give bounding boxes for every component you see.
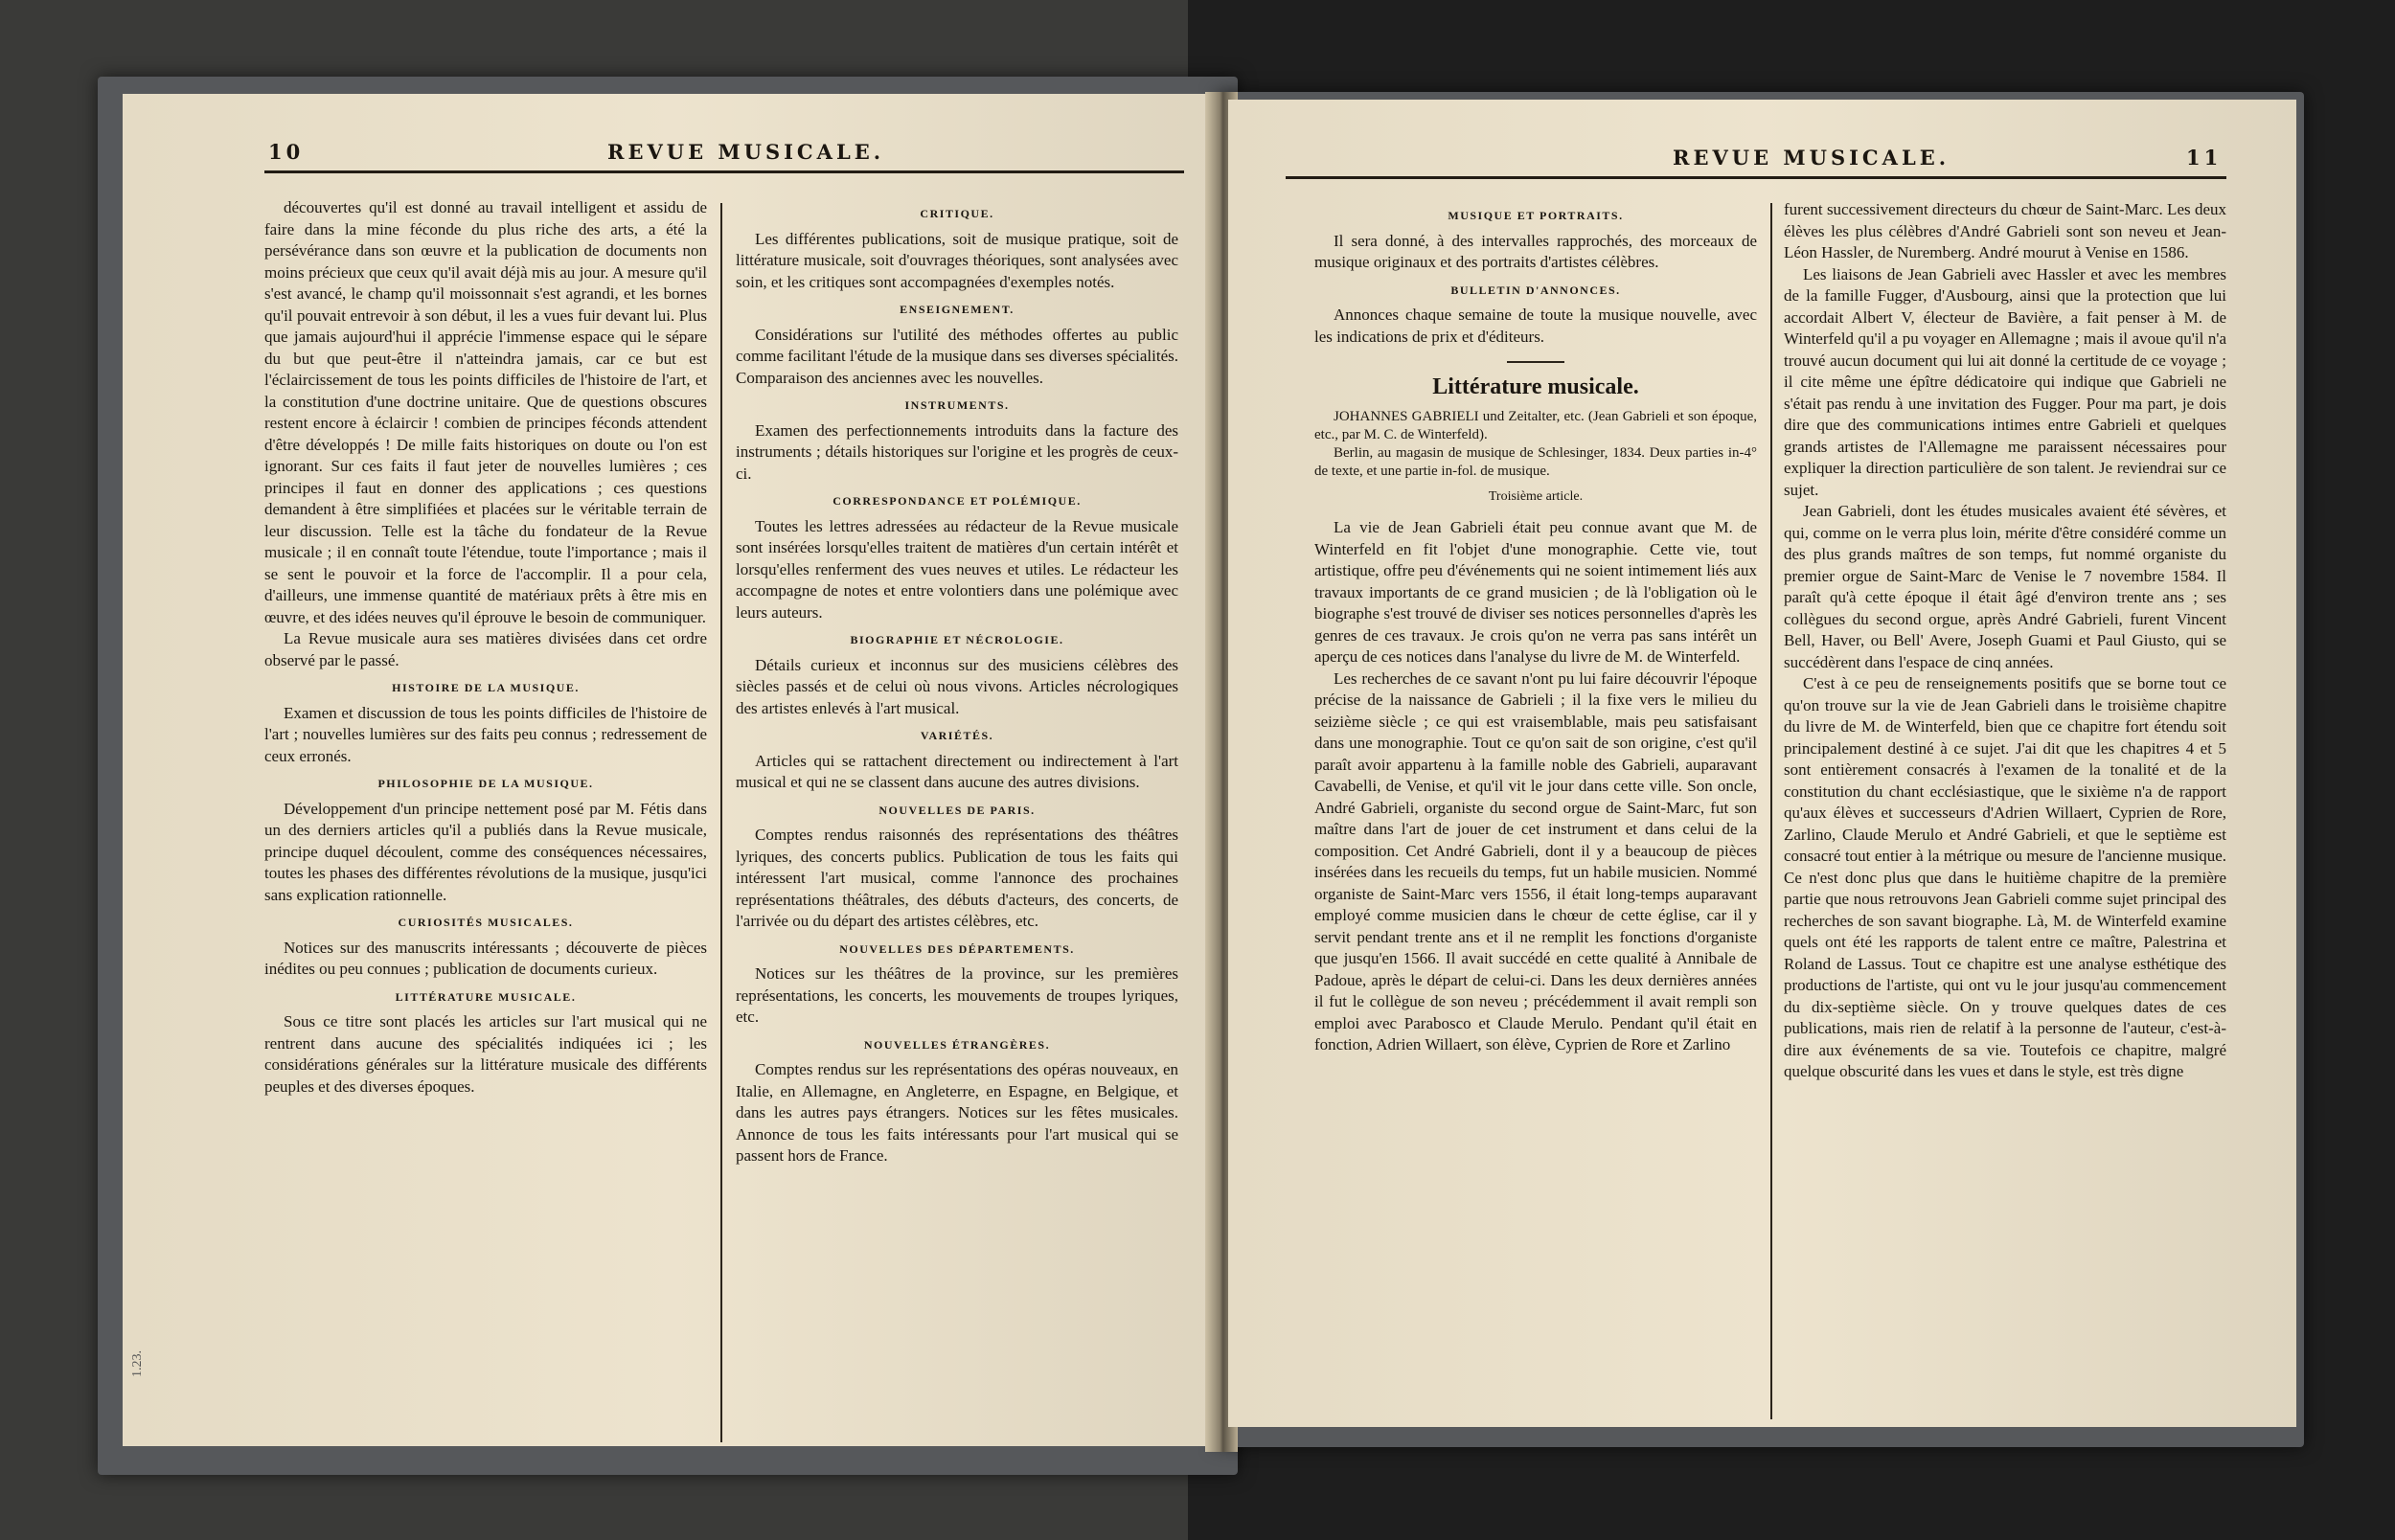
paragraph: découvertes qu'il est donné au travail intelligent et assidu de faire dans la mine féconde du plus riche des arts, a été la persévérance dans son œuvre et la publication de documents non moins précieux que ceux qu'il avait déjà mis au jour. A mesure qu'il s'est avancé, le champ qu'il moissonnait s'est agrandi, et les bornes qu'il pouvait entrevoir à son début, il les a vues fuir devant lui. Plus que jamais aujourd'hui il apprécie l'immense espace qui le sépare du but que peut-être il n'atteindra jamais, car ce but est l'éclaircissement de tous les points difficiles de l'histoire de l'art, et la constitution d'une doctrine unitaire. Que de questions obscures restent encore à éclaircir ! combien de principes féconds attendent d'être développés ! De mille faits historiques on doute ou l'on est ignorant. Sur ces faits il faut jeter de nouvelles lumières ; ces principes il faut en donner des applications ; ces questions demandent à être simplifiées et placées sur le véritable terrain de leur discussion. Telle est la tâche du fondateur de la Revue musicale ; il en connaît toute l'étendue, toute l'importance ; mais il se sent le pouvoir et la force de l'accomplir. Il a pour cela, d'ailleurs, une immense quantité de matériaux prêts à être mis en œuvre, et des idées neuves qu'il éprouve le besoin de communiquer.: [264, 198, 707, 626]
section-text: Articles qui se rattachent directement ou indirectement à l'art musical et qui ne se classent dans aucune des autres divisions.: [736, 751, 1178, 791]
section-divider: [1507, 361, 1564, 363]
section-text: Considérations sur l'utilité des méthodes offertes au public comme facilitant l'étude de la musique dans ses diverses spécialités. Comparaison des anciennes avec les nouvelles.: [736, 325, 1178, 387]
section-heading: CRITIQUE.: [920, 207, 994, 220]
left-column-rule: [720, 203, 722, 1442]
section-text: Les différentes publications, soit de musique pratique, soit de littérature musicale, soit d'ouvrages théoriques, sont analysées avec soin, et les critiques sont accompagnées d'exemples notés.: [736, 229, 1178, 291]
section-heading: MUSIQUE ET PORTRAITS.: [1448, 209, 1624, 222]
section-text: Notices sur des manuscrits intéressants ; découverte de pièces inédites ou peu connues ; publication de documents curieux.: [264, 938, 707, 978]
right-running-header: REVUE MUSICALE.: [1673, 146, 1950, 170]
left-column-2: [736, 197, 1178, 1167]
section-heading: LITTÉRATURE MUSICALE.: [395, 989, 577, 1004]
left-page: [123, 94, 1226, 1446]
section-text: Examen et discussion de tous les points difficiles de l'histoire de l'art ; nouvelles lumières sur des faits peu connus ; redressement de ceux erronés.: [264, 703, 707, 765]
bibliography-entry: JOHANNES GABRIELI und Zeitalter, etc. (Jean Gabrieli et son époque, etc., par M. C. de Winterfeld).: [1314, 408, 1757, 442]
left-page-number: 10: [268, 140, 305, 164]
section-heading: VARIÉTÉS.: [920, 729, 994, 742]
section-text: Comptes rendus raisonnés des représentations des théâtres lyriques, des concerts publics. Publication de tous les faits qui intéressent l'art musical, comme l'annonce des prochaines représentations théâtrales, des débuts d'acteurs, des concerts, de l'arrivée ou du départ des artistes célèbres, etc.: [736, 826, 1178, 930]
paragraph: La Revue musicale aura ses matières divisées dans cet ordre observé par le passé.: [264, 629, 707, 669]
paragraph: Les liaisons de Jean Gabrieli avec Hassler et avec les membres de la famille Fugger, d'Ausbourg, ainsi que la protection que lui accordait Albert V, électeur de Bavière, a fait penser à M. de Winterfeld qu'il a pu voyager en Allemagne ; mais il avoue qu'il n'a trouvé aucun document qui lui ait donné la certitude de ce voyage ; il cite même une épître dédicatoire qui indique que Gabrieli ne s'était pas rendu à une invitation des Fugger. Pour ma part, je dois dire que des communications intimes entre Gabrieli et quelques grands artistes de l'Allemagne me paraissent nécessaires pour expliquer la direction particulière de son talent. Je reviendrai sur ce sujet.: [1784, 264, 2226, 499]
article-subtitle: Troisième article.: [1488, 488, 1584, 504]
paragraph: La vie de Jean Gabrieli était peu connue avant que M. de Winterfeld en fit l'objet d'une monographie. Cette vie, tout artistique, offre peu d'événements qui ne soient intimement liés aux travaux importants de ce grand musicien ; de là l'obligation où le biographe s'est trouvé de diviser ses notices personnelles d'après les genres de ces travaux. Je crois qu'on ne verra pas sans intérêt un aperçu de ces notices dans l'analyse du livre de M. de Winterfeld.: [1314, 518, 1757, 666]
publication-info: Berlin, au magasin de musique de Schlesinger, 1834. Deux parties in-4° de texte, et une partie in-fol. de musique.: [1314, 444, 1757, 479]
section-text: Développement d'un principe nettement posé par M. Fétis dans un des derniers articles qu'il a publiés dans la Revue musicale, principe duquel découlent, comme des conséquences nécessaires, toutes les phases des différentes révolutions de la musique, jusqu'ici sans explication rationnelle.: [264, 799, 707, 904]
section-text: Comptes rendus sur les représentations des opéras nouveaux, en Italie, en Allemagne, en Angleterre, en Espagne, en Belgique, et dans les autres pays étrangers. Notices sur les fêtes musicales. Annonce de tous les faits intéressants pour l'art musical qui se passent hors de France.: [736, 1060, 1178, 1165]
section-text: Sous ce titre sont placés les articles sur l'art musical qui ne rentrent dans aucune des spécialités indiquées ici ; les considérations générales sur la littérature musicale des différents peuples et des diverses époques.: [264, 1012, 707, 1096]
section-heading: HISTOIRE DE LA MUSIQUE.: [392, 681, 580, 694]
section-text: Notices sur les théâtres de la province, sur les premières représentations, les concerts, les mouvements de troupes lyriques, etc.: [736, 964, 1178, 1026]
section-heading: CURIOSITÉS MUSICALES.: [398, 916, 574, 929]
section-heading: PHILOSOPHIE DE LA MUSIQUE.: [377, 777, 594, 790]
section-heading: CORRESPONDANCE ET POLÉMIQUE.: [833, 494, 1082, 508]
section-text: Annonces chaque semaine de toute la musique nouvelle, avec les indications de prix et d'éditeurs.: [1314, 306, 1757, 346]
right-column-1: [1314, 199, 1757, 1056]
paragraph: furent successivement directeurs du chœur de Saint-Marc. Les deux élèves les plus célèbres d'André Gabrieli sont son neveu et Jean-Léon Hassler, de Nuremberg. André mourut à Venise en 1586.: [1784, 200, 2226, 261]
section-heading: NOUVELLES ÉTRANGÈRES.: [863, 1037, 1051, 1052]
section-heading: INSTRUMENTS.: [904, 398, 1010, 412]
right-column-2: [1784, 199, 2226, 1083]
right-page: [1228, 100, 2296, 1427]
section-heading: BIOGRAPHIE ET NÉCROLOGIE.: [850, 633, 1064, 646]
section-heading: ENSEIGNEMENT.: [900, 303, 1015, 316]
right-column-rule: [1770, 203, 1772, 1419]
paragraph: Jean Gabrieli, dont les études musicales avaient été sévères, et qui, comme on le verra plus loin, mérite d'être considéré comme un des plus grands maîtres de son temps, fut nommé organiste du premier orgue de Saint-Marc de Venise le 7 novembre 1584. Il paraît qu'à cette époque il était âgé d'environ trente ans ; ses collègues du second orgue, après André Gabrieli, furent Vincent Bell, Haver, ou Bell' Avere, Joseph Guami et Paul Giusto, qui se succédèrent dans l'espace de cinq années.: [1784, 502, 2226, 671]
left-column-1: [264, 197, 707, 1098]
section-text: Détails curieux et inconnus sur des musiciens célèbres des siècles passés et de celui où nous vivons. Articles nécrologiques des artistes enlevés à l'art musical.: [736, 655, 1178, 717]
section-text: Examen des perfectionnements introduits dans la facture des instruments ; détails historiques sur l'origine et les progrès de ceux-ci.: [736, 420, 1178, 483]
section-heading: BULLETIN D'ANNONCES.: [1450, 283, 1621, 297]
right-page-number: 11: [2186, 146, 2223, 170]
section-text: Toutes les lettres adressées au rédacteur de la Revue musicale sont insérées lorsqu'elles traitent de matières d'un certain intérêt et lorsqu'elles renferment des vues neuves et utiles. Le rédacteur les accompagne de notes et entre volontiers dans une polémique avec leurs auteurs.: [736, 516, 1178, 622]
section-heading: NOUVELLES DE PARIS.: [878, 803, 1036, 817]
left-header-rule: [264, 170, 1184, 173]
paragraph: Les recherches de ce savant n'ont pu lui faire découvrir l'époque précise de la naissance de Gabrieli ; il la fixe vers le milieu du seizième siècle ; ce qui est vraisemblable, mais peu satisfaisant dans une monographie. Tout ce qu'on sait de son origine, c'est qu'il paraît avoir appartenu à la famille noble des Gabrieli, auparavant Cavabelli, de Venise, et qu'il vit le jour dans cette ville. Son oncle, André Gabrieli, organiste du second orgue de Saint-Marc, fut son maître dans l'art de jouer de cet instrument et dans celui de la composition. Cet André Gabrieli, dont il y a beaucoup de pièces insérées dans les recueils du temps, fut un habile musicien. Nommé organiste de Saint-Marc vers 1556, il était long-temps auparavant employé comme musicien dans le chœur de cette église, car il y servit pendant trente ans et il ne remplit les fonctions d'organiste que jusqu'en 1566. Il avait succédé en cette qualité à Annibale de Padoue, après le départ de celui-ci. Dans les deux dernières années il fut le collègue de son neveu ; précédemment il avait rempli son emploi avec Parabosco et Claude Merulo. Pendant qu'il était en fonction, Adrien Willaert, son élève, Cyprien de Rore et Zarlino: [1314, 668, 1757, 1053]
margin-note: 1.23.: [130, 1350, 145, 1377]
left-running-header: REVUE MUSICALE.: [607, 140, 885, 164]
right-header-rule: [1286, 176, 2226, 179]
section-heading: NOUVELLES DES DÉPARTEMENTS.: [839, 941, 1075, 956]
section-text: Il sera donné, à des intervalles rapprochés, des morceaux de musique originaux et des portraits d'artistes célèbres.: [1314, 231, 1757, 271]
article-title: Littérature musicale.: [1432, 374, 1639, 399]
paragraph: C'est à ce peu de renseignements positifs que se borne tout ce qu'on trouve sur la vie de Jean Gabrieli dans le troisième chapitre du livre de M. de Winterfeld, bien que ce chapitre fort étendu soit principalement destiné à ce sujet. J'ai dit que les chapitres 4 et 5 sont entièrement consacrés à l'examen de la tonalité et de la constitution du chant ecclésiastique, que le sixième n'a de rapport qu'aux élèves et successeurs d'Adrien Willaert, Cyprien de Rore, Zarlino, Claude Merulo et André Gabrieli, et que le septième est consacré tout entier à la métrique ou mesure de l'ancienne musique. Ce n'est donc plus que dans le huitième chapitre de la première partie que nous retrouvons Jean Gabrieli comme sujet principal des recherches de son savant biographe. Là, M. de Winterfeld examine quels ont été les rapports de talent entre ce maître, Palestrina et Roland de Lassus. Tout ce chapitre est une analyse esthétique des productions de l'artiste, qui ont vu le jour jusqu'au commencement du dix-septième siècle. On y trouve quelques dates de ces publications, mais rien de relatif à la personne de l'auteur, c'est-à-dire aux événements de sa vie. Toutefois ce chapitre, malgré quelque obscurité dans les vues et dans le style, est très digne: [1784, 674, 2226, 1080]
